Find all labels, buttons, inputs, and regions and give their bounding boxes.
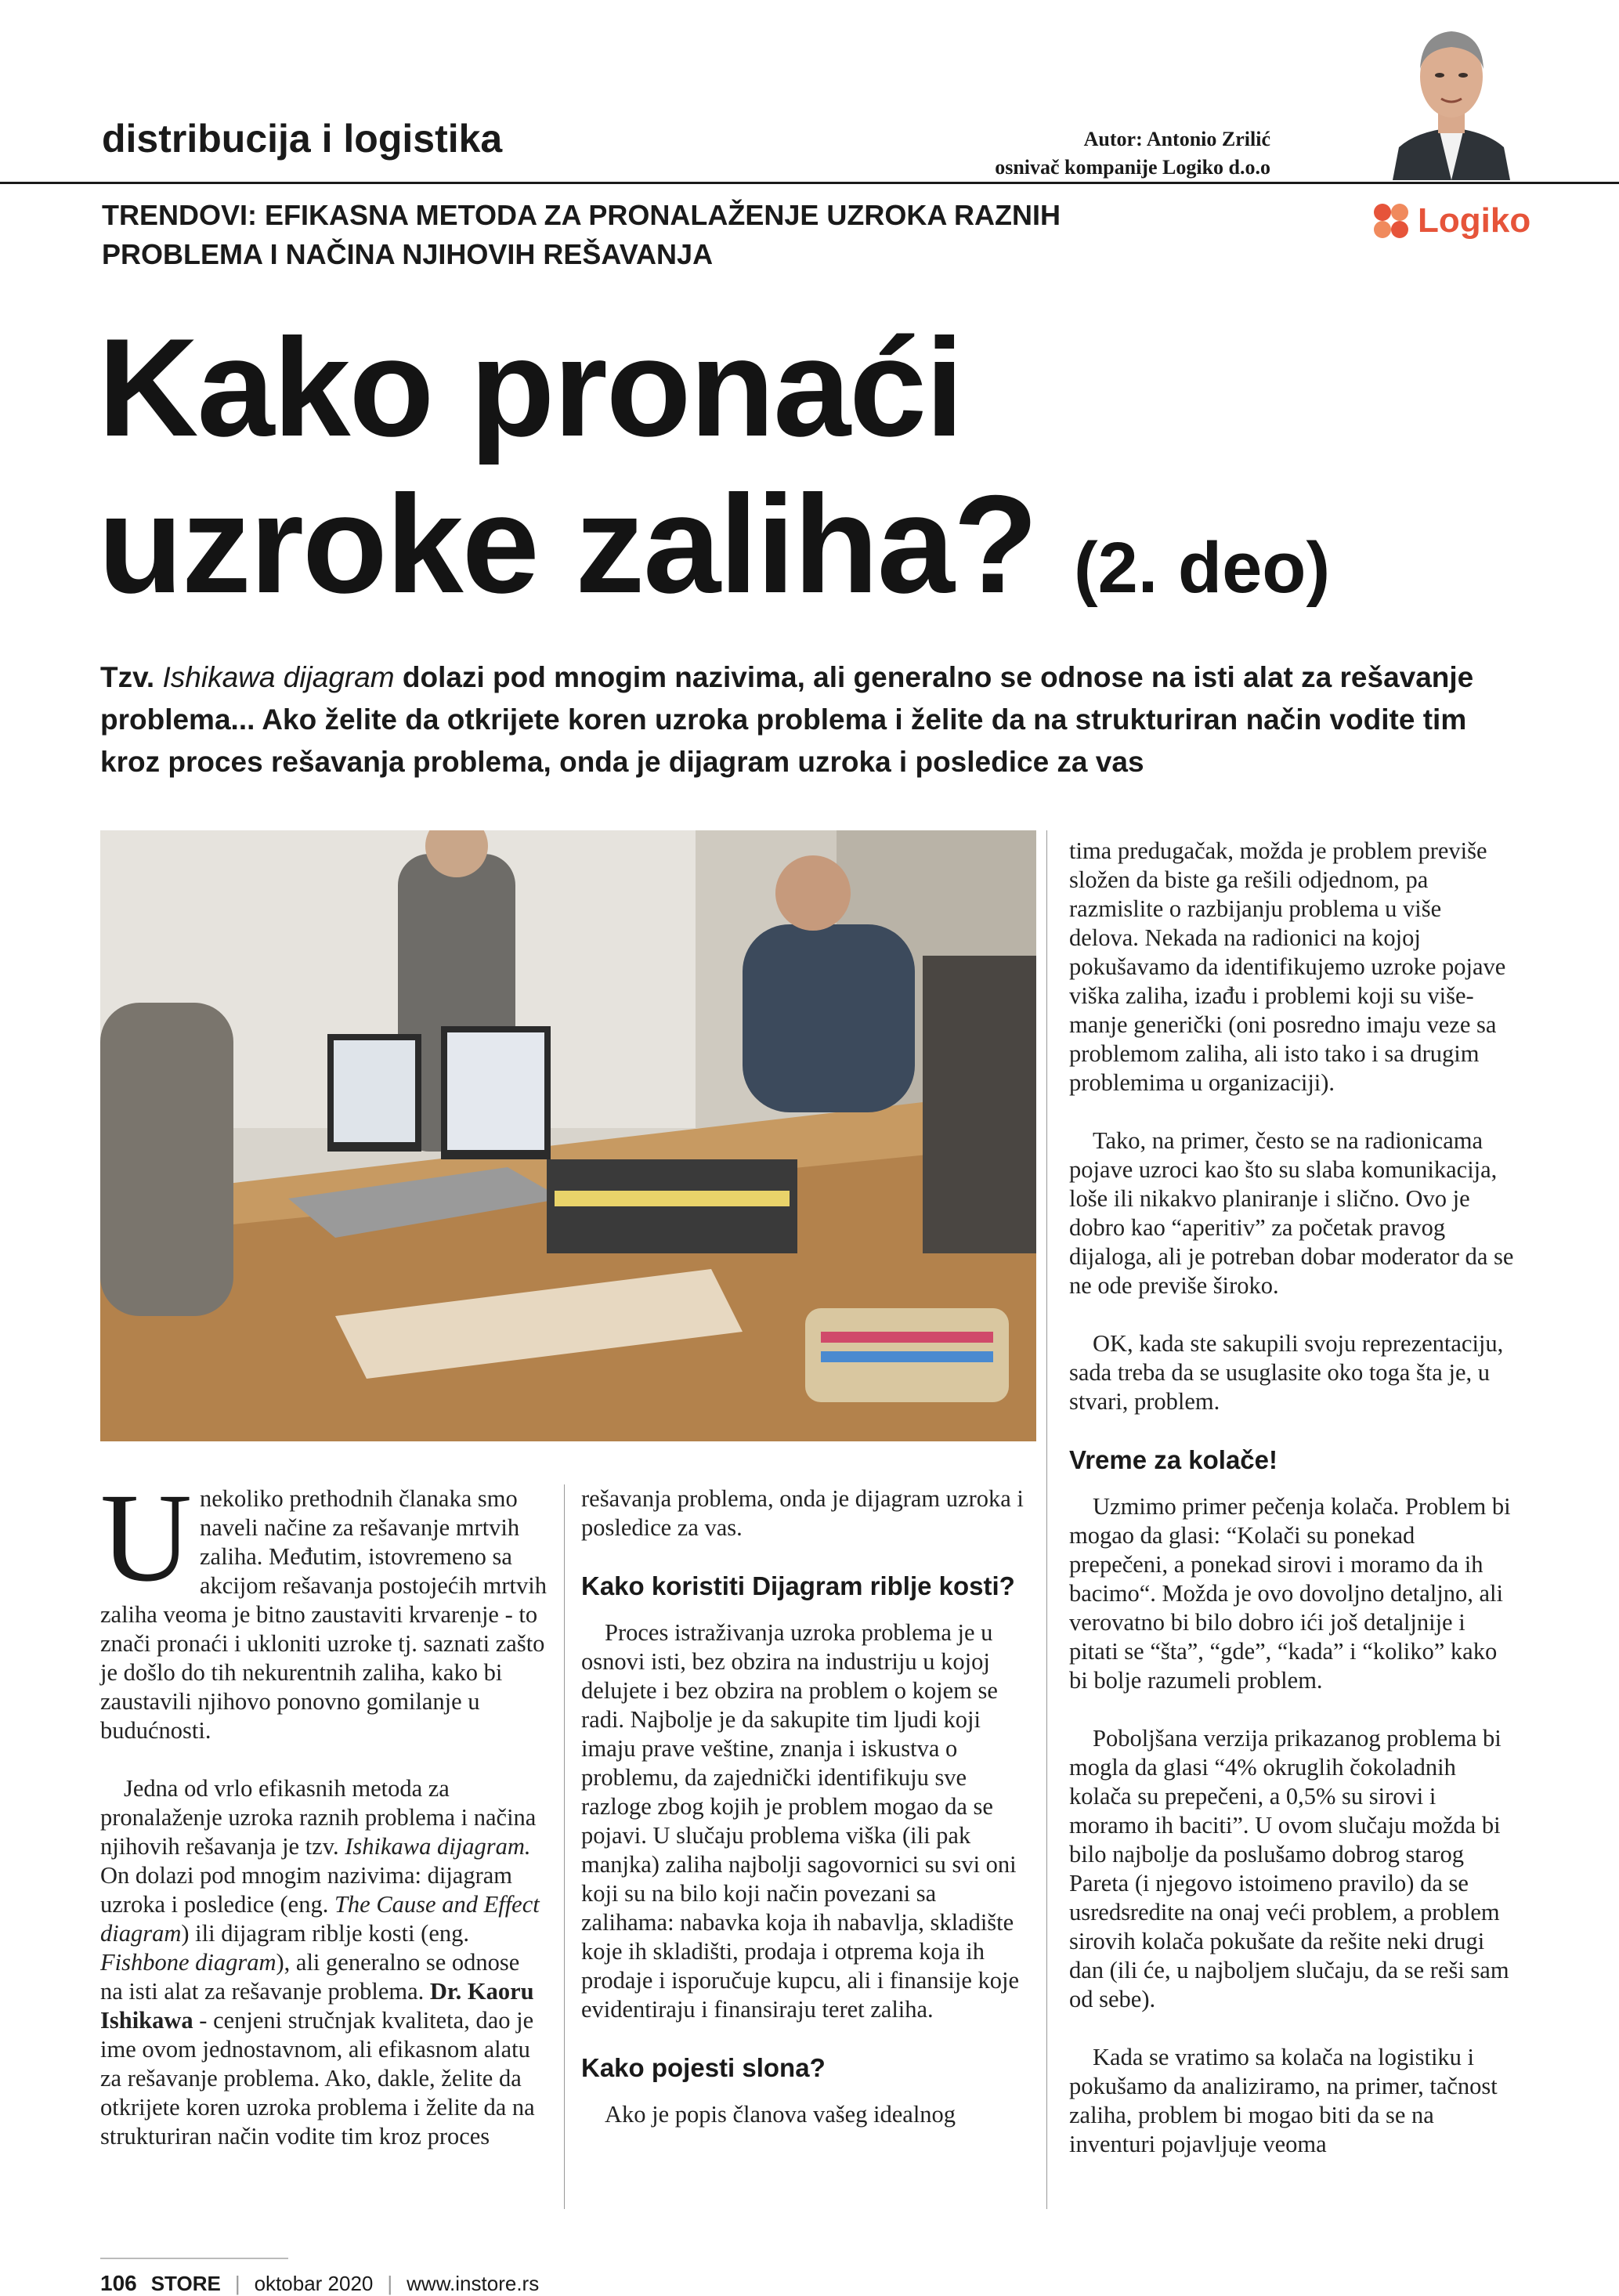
body-paragraph: OK, kada ste sakupili svoju reprezentaciju, sada treba da se usuglasite oko toga šta je, u stvari, problem.	[1069, 1330, 1504, 1415]
body-paragraph	[100, 1774, 547, 2151]
text-run-italic: Fishbone diagram	[100, 1949, 276, 1976]
section-label: distribucija i logistika	[102, 117, 503, 161]
article-headline	[98, 309, 1523, 646]
body-paragraph: tima predugačak, možda je problem previše složen da biste ga rešili odjednom, pa razmislite o razbijanju problema u više delova. Nekada na radionici na kojoj pokušavamo da identifikujemo uzroke pojave viška zaliha, izađu i problemi koji su više-manje generički (oni posredno imaju veze sa problemom zaliha, ali isto tako i sa drugim problemima u organizaciji).	[1069, 837, 1506, 1096]
meeting-photo	[100, 830, 1036, 1441]
issue-date: oktobar 2020	[254, 2271, 374, 2295]
body-paragraph: Kada se vratimo sa kolača na logistiku i pokušamo da analiziramo, na primer, tačnost zaliha, problem bi mogao biti da se na inventuri pojavljuje veoma	[1069, 2044, 1498, 2157]
author-portrait	[1385, 14, 1518, 180]
author-name: Autor: Antonio Zrilić	[1083, 128, 1270, 150]
body-paragraph: Tako, na primer, često se na radionicama pojave uzroci kao što su slaba komunikacija, loše ili nikakvo planiranje i slično. Ovo je dobro kao “aperitiv” za početak pravog dijaloga, ali je potreban dobar moderator da se ne ode previše široko.	[1069, 1127, 1514, 1299]
website-link[interactable]: www.instore.rs	[407, 2271, 540, 2295]
text-run: ), ali generalno se odnose na isti alat za rešavanje problema.	[100, 1949, 520, 2005]
text-run: ) ili dijagram riblje kosti (eng.	[181, 1920, 469, 1947]
page-footer	[100, 2272, 539, 2295]
lead-italic: Ishikawa dijagram	[162, 661, 395, 693]
footer-separator: |	[387, 2271, 393, 2295]
text-run-bold: Dr. Kaoru Ishikawa	[100, 1978, 534, 2034]
footer-separator: |	[234, 2271, 240, 2295]
logiko-logo	[1371, 197, 1530, 244]
body-paragraph	[100, 1468, 547, 1745]
headline-line-1: Kako pronaći	[98, 309, 963, 465]
lead-prefix: Tzv.	[100, 661, 163, 693]
text-run: On dolazi pod mnogim nazivima: dijagram uzroka i posledice (eng.	[100, 1862, 513, 1918]
body-paragraph: rešavanja problema, onda je dijagram uzroka i posledice za vas.	[581, 1485, 1024, 1541]
column-divider	[564, 1484, 565, 2209]
subheading: Kako pojesti slona?	[581, 2053, 826, 2082]
headline-line-2	[98, 466, 1523, 646]
text-run-italic: The Cause and Effect diagram	[100, 1891, 540, 1947]
text-run: - cenjeni stručnjak kvaliteta, dao je ime ovom jednostavnom, ali efikasnom alatu za rešavanje problema. Ako, dakle, želite da otkrijete koren uzroka problema i želite da na strukturiran način vodite tim kroz proces	[100, 2007, 535, 2150]
body-column-3	[1069, 837, 1516, 2188]
body-paragraph: Proces istraživanja uzroka problema je u osnovi isti, bez obzira na industriju u kojoj delujete i bez obzira na problem o kojem se radi. Najbolje je da sakupite tim ljudi koji imaju prave veštine, znanja i iskustva o problemu, da zajednički identifikuju sve razloge zbog kojih je problem mogao da se pojavi. U slučaju problema viška (ili pak manjka) zaliha najbolji sagovornici su svi oni koji su na bilo koji način povezani sa zalihama: nabavka koja ih nabavlja, skladište koje ih skladišti, prodaja i otpremа koja ih prodaje i isporučuje kupcu, ali i finansije koje evidentiraju i finansiraju teret zaliha.	[581, 1619, 1020, 2023]
headline-part: (2. deo)	[1074, 528, 1331, 608]
article-lead	[100, 656, 1479, 783]
page-number: 106	[100, 2271, 137, 2295]
body-column-2	[581, 1484, 1028, 2158]
subheading: Kako koristiti Dijagram riblje kosti?	[581, 1571, 1015, 1600]
kicker-line-1: TRENDOVI: EFIKASNA METODA ZA PRONALAŽENJE UZROKA RAZNIH	[102, 199, 1061, 231]
lead-text: dolazi pod mnogim nazivima, ali generalno se odnose na isti alat za rešavanje problema... Ako želite da otkrijete koren uzroka problema i želite da na strukturiran način vodite tim kroz proces rešavanja problema, onda je dijagram uzroka i posledice za vas	[100, 661, 1474, 778]
logo-mark-icon	[1371, 201, 1411, 241]
logo-text: Logiko	[1418, 201, 1531, 240]
headline-line-2-text: uzroke zaliha?	[98, 466, 1037, 622]
text-run: Jedna od vrlo efikasnih metoda za pronalaženje uzroka raznih problema i načina njihovih rešavanja je tzv.	[100, 1775, 537, 1860]
body-paragraph: Ako je popis članova vašeg idealnog	[605, 2101, 956, 2128]
header-rule	[0, 182, 1619, 184]
subheading: Vreme za kolače!	[1069, 1445, 1277, 1474]
footer-rule	[100, 2258, 288, 2259]
body-paragraph: Poboljšana verzija prikazanog problema bi mogla da glasi “4% okruglih čokoladnih kolača su prepečeni, a 0,5% su sirovi i moramo ih baciti”. U ovom slučaju možda bi bilo najbolje da poslušamo dobrog starog Pareta (i njegovo istoimeno pravilo) da se usredsredite na onaj veći problem, a problem sirovih kolača pokušate da rešite neki drugi dan (ili će, u najboljem slučaju, da se reši sam od sebe).	[1069, 1725, 1509, 2012]
author-role: osnivač kompanije Logiko d.o.o	[995, 156, 1270, 179]
column-divider	[1046, 830, 1047, 2209]
article-kicker	[102, 196, 1065, 274]
drop-cap: U	[100, 1468, 192, 1608]
paragraph-text: nekoliko prethodnih članaka smo naveli načine za rešavanje mrtvih zaliha. Međutim, istovremeno sa akcijom rešavanja postojećih mrtvih zaliha veoma je bitno zaustaviti krvarenje - to znači pronaći i ukloniti uzroke tj. saznati zašto je došlo do tih nekurentnih zaliha, kako bi zaustavili njihovo ponovno gomilanje u budućnosti.	[100, 1485, 547, 1744]
text-run-italic: Ishikawa dijagram.	[345, 1833, 531, 1860]
magazine-name: STORE	[150, 2271, 221, 2295]
kicker-line-2: PROBLEMA I NAČINA NJIHOVIH REŠAVANJA	[102, 238, 714, 270]
body-paragraph: Uzmimo primer pečenja kolača. Problem bi mogao da glasi: “Kolači su ponekad prepečeni, a ponekad sirovi i moramo da ih bacimo“. Možda je ovo dovoljno detaljno, ali verovatno bi bilo dobro ići još detaljnije i pitati se “šta”, “gde”, “kada” i “koliko” kako bi bolje razumeli problem.	[1069, 1493, 1511, 1694]
author-credit	[995, 125, 1270, 182]
body-column-1	[100, 1468, 547, 2180]
